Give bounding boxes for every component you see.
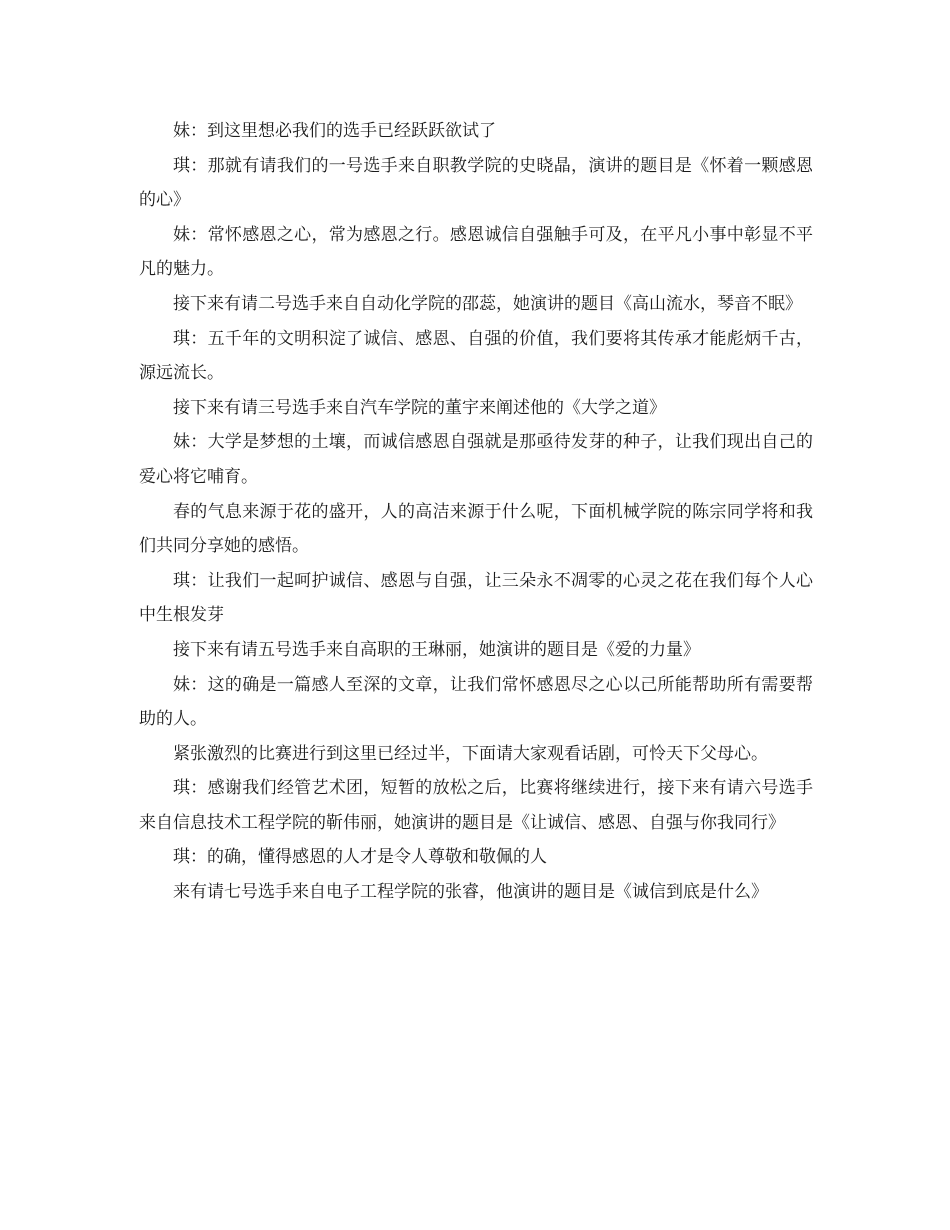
paragraph-13: 琪：感谢我们经管艺术团，短暂的放松之后，比赛将继续进行，接下来有请六号选手来自信息技术工程学院的靳伟丽，她演讲的题目是《让诚信、感恩、自强与你我同行》 [139, 778, 813, 833]
paragraph-11: 妹：这的确是一篇感人至深的文章，让我们常怀感恩尽之心以己所能帮助所有需要帮助的人。 [139, 674, 813, 730]
paragraph-5: 琪：五千年的文明积淀了诚信、感恩、自强的价值，我们要将其传承才能彪炳千古，源远流长。 [139, 328, 813, 384]
paragraph-15: 来有请七号选手来自电子工程学院的张睿，他演讲的题目是《诚信到底是什么》 [173, 882, 768, 903]
paragraph-8: 春的气息来源于花的盛开，人的高洁来源于什么呢，下面机械学院的陈宗同学将和我们共同分享她的感悟。 [139, 501, 813, 557]
paragraph-6: 接下来有请三号选手来自汽车学院的董宇来阐述他的《大学之道》 [173, 397, 666, 418]
paragraph-3: 妹：常怀感恩之心，常为感恩之行。感恩诚信自强触手可及，在平凡小事中彰显不平凡的魅力。 [139, 224, 813, 280]
paragraph-14: 琪：的确，懂得感恩的人才是令人尊敬和敬佩的人 [173, 847, 547, 868]
paragraph-2: 琪：那就有请我们的一号选手来自职教学院的史晓晶，演讲的题目是《怀着一颗感恩的心》 [139, 155, 813, 211]
paragraph-12: 紧张激烈的比赛进行到这里已经过半，下面请大家观看话剧，可怜天下父母心。 [173, 743, 768, 764]
paragraph-4: 接下来有请二号选手来自自动化学院的邵蕊，她演讲的题目《高山流水，琴音不眠》 [173, 293, 802, 314]
paragraph-1: 妹：到这里想必我们的选手已经跃跃欲试了 [173, 121, 496, 141]
paragraph-7: 妹：大学是梦想的土壤，而诚信感恩自强就是那亟待发芽的种子，让我们现出自己的爱心将它哺育。 [139, 432, 813, 487]
paragraph-9: 琪：让我们一起呵护诚信、感恩与自强，让三朵永不凋零的心灵之花在我们每个人心中生根发芽 [139, 570, 813, 626]
document-body [139, 114, 813, 910]
paragraph-10: 接下来有请五号选手来自高职的王琳丽，她演讲的题目是《爱的力量》 [173, 639, 700, 660]
